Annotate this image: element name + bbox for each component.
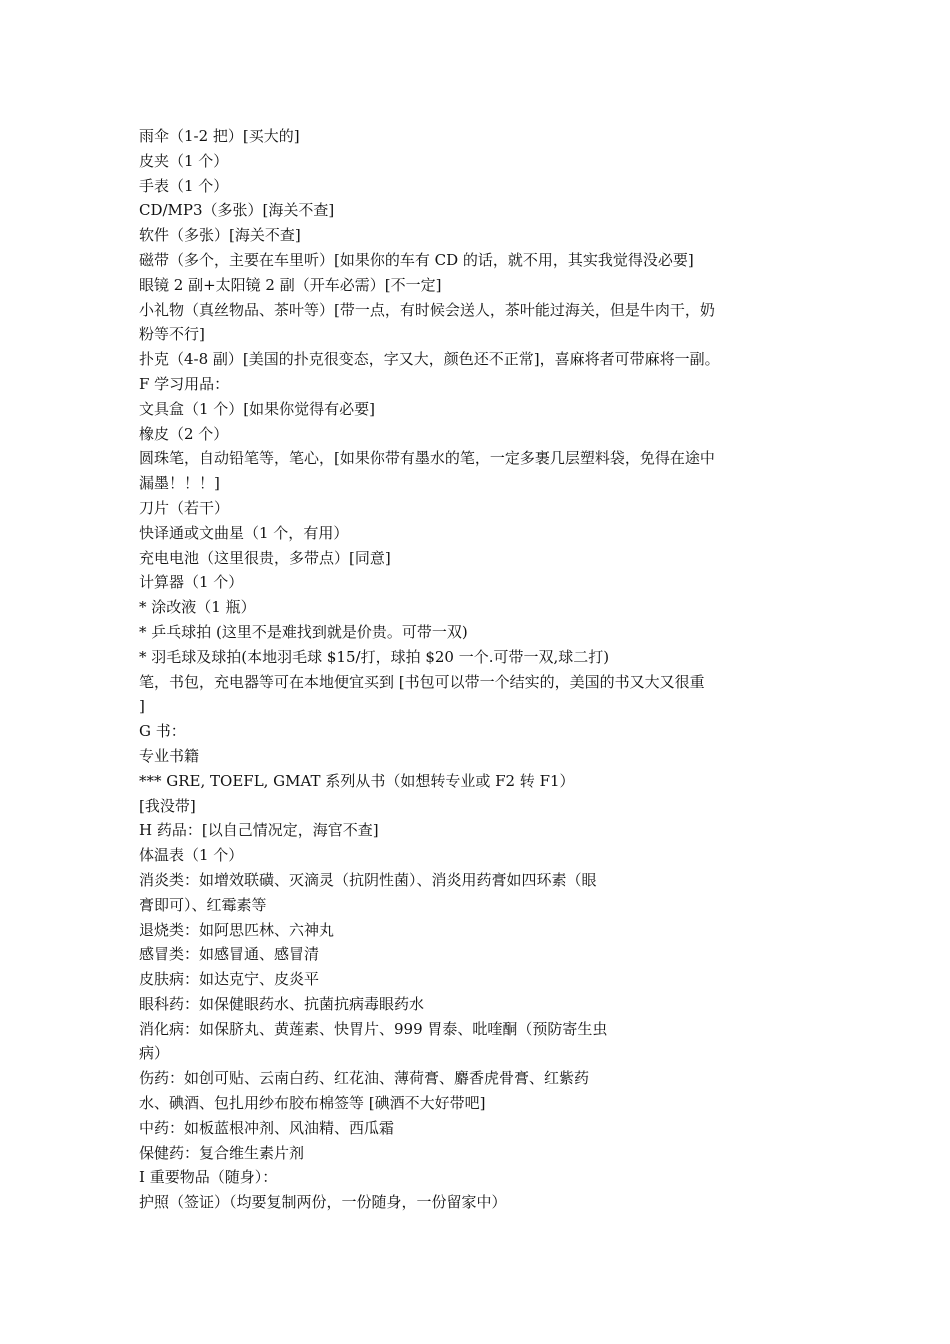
text-line: 软件（多张）[海关不查] (139, 226, 301, 245)
text-line: 皮肤病：如达克宁、皮炎平 (139, 970, 320, 989)
text-line: 刀片（若干） (139, 498, 230, 517)
text-line: 水、碘酒、包扎用纱布胶布棉签等 [碘酒不大好带吧] (139, 1094, 486, 1113)
text-line: 专业书籍 (139, 746, 200, 765)
text-line: 圆珠笔，自动铅笔等，笔心，[如果你带有墨水的笔，一定多裹几层塑料袋，免得在途中 (139, 449, 715, 468)
text-line: 充电电池（这里很贵，多带点）[同意] (139, 548, 391, 567)
text-line: CD/MP3（多张）[海关不查] (139, 201, 335, 220)
text-line: [我没带] (139, 796, 196, 815)
text-line: 扑克（4-8 副）[美国的扑克很变态，字又大，颜色还不正常]，喜麻将者可带麻将一副。 (139, 350, 720, 369)
text-line: 粉等不行] (139, 325, 205, 344)
text-line: 小礼物（真丝物品、茶叶等）[带一点，有时候会送人，茶叶能过海关，但是牛肉干，奶 (139, 300, 715, 319)
text-line: 消炎类：如增效联磺、灭滴灵（抗阴性菌）、消炎用药膏如四环素（眼 (139, 870, 597, 889)
text-line: 退烧类：如阿思匹林、六神丸 (139, 920, 335, 939)
text-line: 橡皮（2 个） (139, 424, 229, 443)
text-line: 计算器（1 个） (139, 573, 244, 592)
text-line: * 涂改液（1 瓶） (139, 598, 256, 617)
text-line: 眼科药：如保健眼药水、抗菌抗病毒眼药水 (139, 994, 425, 1013)
text-line: ] (139, 697, 145, 716)
text-line: 消化病：如保脐丸、黄莲素、快胃片、999 胃泰、吡喹酮（预防寄生虫 (139, 1019, 608, 1038)
text-line: 伤药：如创可贴、云南白药、红花油、薄荷膏、麝香虎骨膏、红紫药 (139, 1069, 590, 1088)
text-line: 磁带（多个，主要在车里听）[如果你的车有 CD 的话，就不用，其实我觉得没必要] (139, 250, 694, 269)
text-line: 文具盒（1 个）[如果你觉得有必要] (139, 399, 376, 418)
text-line: 体温表（1 个） (139, 846, 244, 865)
text-line: 中药：如板蓝根冲剂、风油精、西瓜霜 (139, 1118, 395, 1137)
text-line: I 重要物品（随身）： (139, 1168, 278, 1187)
text-line: 保健药：复合维生素片剂 (139, 1143, 305, 1162)
text-line: 快译通或文曲星（1 个，有用） (139, 523, 349, 542)
text-line: F 学习用品： (139, 374, 230, 393)
text-line: 漏墨！！！] (139, 474, 220, 493)
text-line: * 乒乓球拍 (这里不是难找到就是价贵。可带一双) (139, 622, 468, 641)
text-line: *** GRE, TOEFL, GMAT 系列从书（如想转专业或 F2 转 F1） (139, 771, 575, 790)
text-line: 护照（签证）（均要复制两份，一份随身，一份留家中） (139, 1193, 507, 1212)
text-line: 皮夹（1 个） (139, 151, 229, 170)
text-line: 笔，书包，充电器等可在本地便宜买到 [书包可以带一个结实的，美国的书又大又很重 (139, 672, 705, 691)
text-line: 膏即可）、红霉素等 (139, 895, 267, 914)
document-body (139, 124, 799, 1215)
text-line: 雨伞（1-2 把）[买大的] (139, 127, 300, 145)
text-line: 感冒类：如感冒通、感冒清 (139, 945, 320, 964)
text-line: 手表（1 个） (139, 176, 229, 195)
text-line: * 羽毛球及球拍(本地羽毛球 $15/打，球拍 $20 一个.可带一双,球二打) (139, 647, 610, 666)
text-line: G 书： (139, 722, 186, 741)
text-line: 病） (139, 1044, 170, 1063)
text-line: H 药品：[以自己情况定，海官不查] (139, 821, 379, 840)
text-line: 眼镜 2 副+太阳镜 2 副（开车必需）[不一定] (139, 275, 442, 294)
